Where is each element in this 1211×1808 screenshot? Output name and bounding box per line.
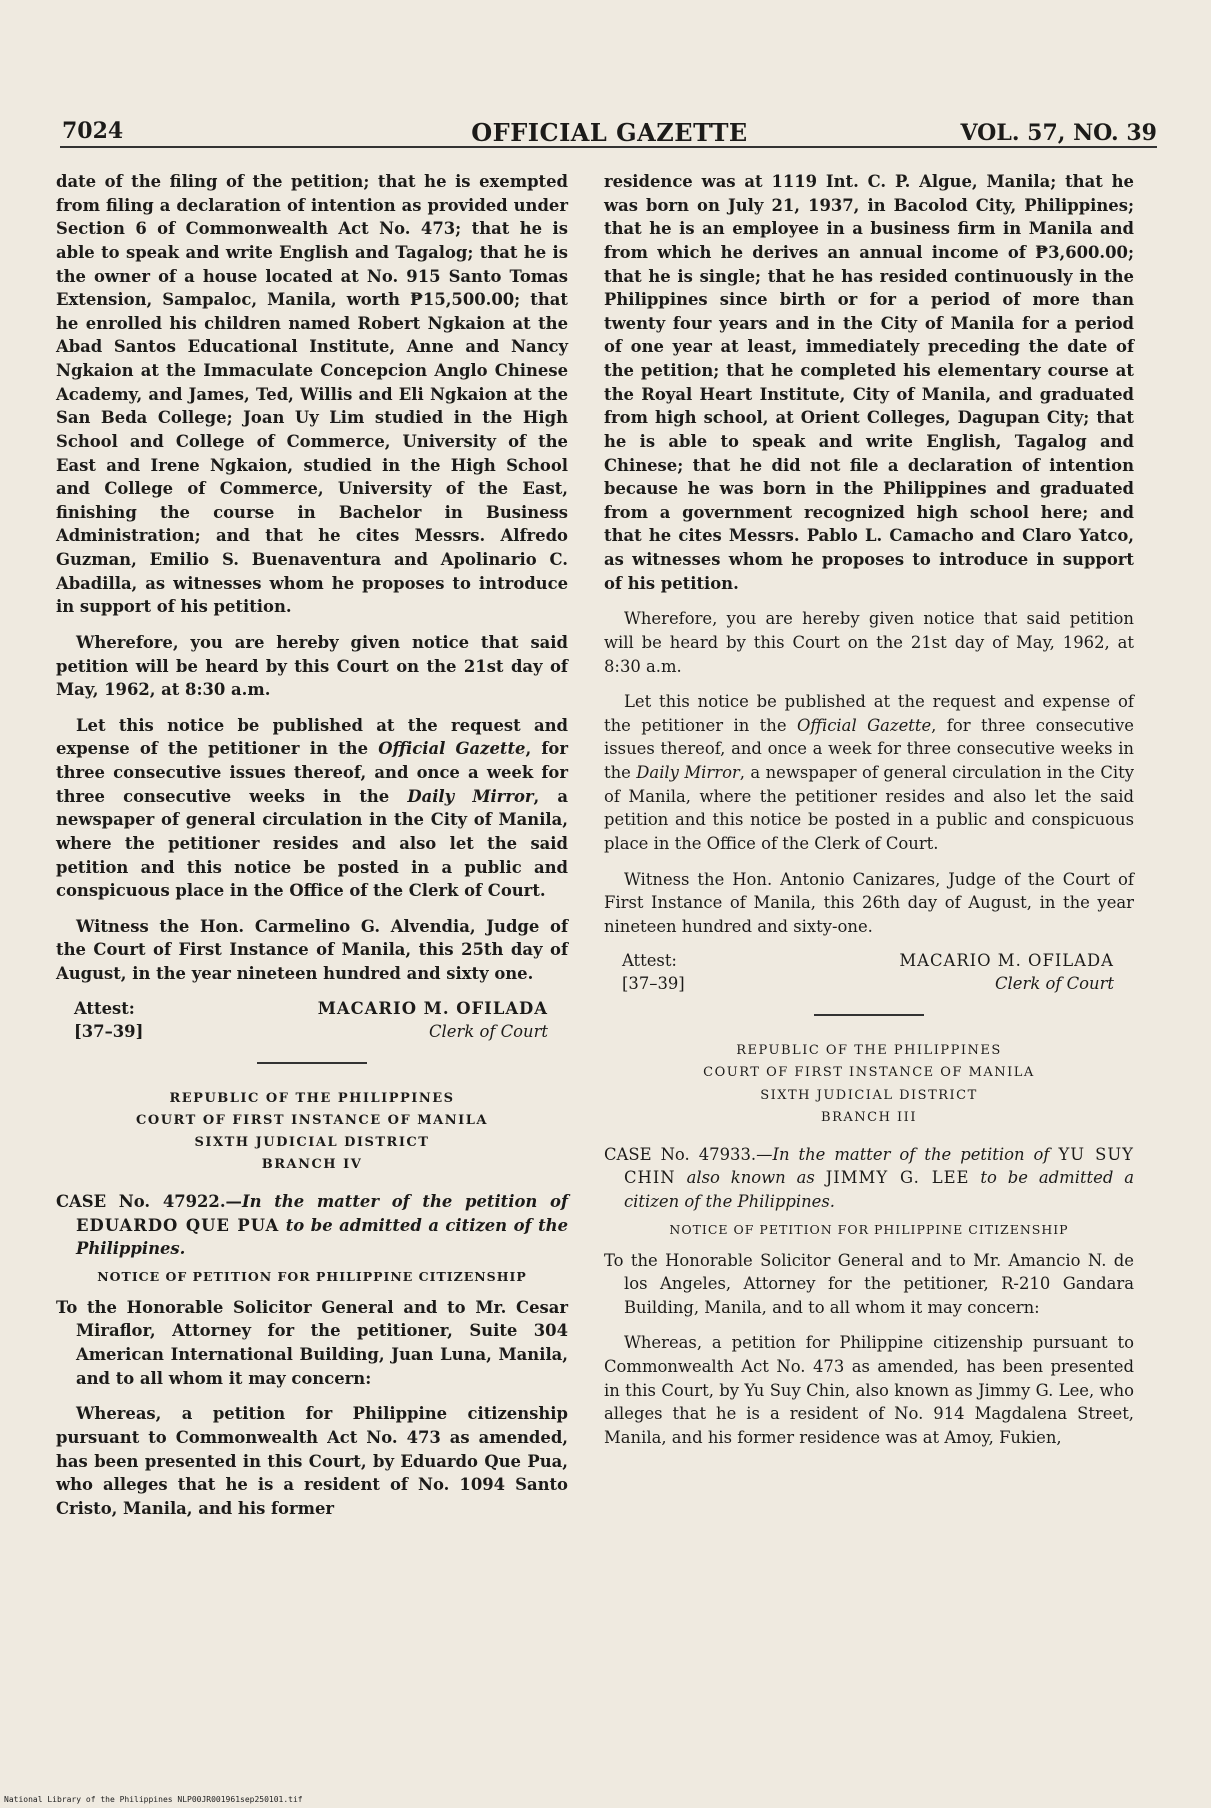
attest-ref: [37–39] xyxy=(74,1021,144,1041)
paragraph: Witness the Hon. Carmelino G. Alvendia, Judge of the Court of First Instance of Manila, this 25th day of August, in the year nineteen hundred and sixty one. xyxy=(56,916,568,983)
clerk-name: MACARIO M. OFILADA xyxy=(317,998,548,1018)
section-divider xyxy=(814,1014,924,1016)
volume-issue: VOL. 57, NO. 39 xyxy=(960,120,1157,146)
paragraph: Whereas, a petition for Philippine citizenship pursuant to Commonwealth Act No. 473 as amended, has been presented in this Court, by Yu Suy Chin, also known as Jimmy G. Lee, who alleges that he is a resident of No. 914 Magdalena Street, Manila, and his former residence was at Amoy, Fukien, xyxy=(604,1333,1134,1447)
clerk-name: MACARIO M. OFILADA xyxy=(899,951,1114,971)
attestation xyxy=(56,998,568,1044)
paragraph: residence was at 1119 Int. C. P. Algue, Manila; that he was born on July 21, 1937, in Bacolod City, Philippines; that he is an employee in a business firm in Manila and from which he derives an annual income of ₱3,600.00; that he is single; that he has resided continuously in the Philippines since birth or for a period of more than twenty four years and in the City of Manila for a period of one year at least, immediately preceding the date of the petition; that he completed his elementary course at the Royal Heart Institute, City of Manila, and graduated from high school, at Orient Colleges, Dagupan City; that he is able to speak and write English, Tagalog and Chinese; that he did not file a declaration of intention because he was born in the Philippines and graduated from a government recognized high school here; and that he cites Messrs. Pablo L. Camacho and Claro Yatco, as witnesses whom he proposes to introduce in support of his petition. xyxy=(604,172,1134,593)
case-number: CASE No. 47922.— xyxy=(56,1191,242,1211)
attest-ref: [37–39] xyxy=(622,974,685,994)
caption-line: SIXTH JUDICIAL DISTRICT xyxy=(194,1134,430,1150)
text-run: to be admitted a citizen of the Philippines. xyxy=(76,1215,568,1259)
paragraph xyxy=(56,714,568,903)
paragraph: Wherefore, you are hereby given notice that said petition will be heard by this Court on the 21st day of May, 1962, at 8:30 a.m. xyxy=(604,609,1134,676)
paragraph xyxy=(604,690,1134,855)
text-run: , for three consecutive issues thereof, and once a week for three consecutive weeks in the xyxy=(56,739,568,806)
addressee: To the Honorable Solicitor General and to Mr. Amancio N. de los Angeles, Attorney for the petitioner, R-210 Gandara Building, Manila, and to all whom it may concern: xyxy=(604,1250,1134,1317)
caption-line: COURT OF FIRST INSTANCE OF MANILA xyxy=(703,1065,1035,1081)
petitioner-name: EDUARDO QUE PUA xyxy=(76,1215,280,1235)
text-run: , a newspaper of general circulation in the City of Manila, where the petitioner resides and also let the said petition and this notice be posted in a public and conspicuous place in the Office of the Clerk of Court. xyxy=(604,763,1134,853)
text-run: Let this notice be published at the request and expense of the petitioner in the xyxy=(56,715,568,759)
publication-name: Official Gazette xyxy=(378,739,526,759)
header-rule xyxy=(60,146,1157,148)
case-number: CASE No. 47933.— xyxy=(604,1144,773,1164)
text-run: , a newspaper of general circulation in the City of Manila, where the petitioner resides and also let the said petition and this notice be posted in a public and conspicuous place in the Office of the Clerk of Court. xyxy=(56,786,568,901)
caption-line: BRANCH IV xyxy=(261,1156,363,1172)
text-run: In the matter of the petition of xyxy=(772,1144,1059,1164)
right-column xyxy=(604,170,1134,1462)
text-run: Let this notice be published at the request and expense of the petitioner in the xyxy=(604,692,1134,735)
clerk-title: Clerk of Court xyxy=(995,974,1114,994)
page-header xyxy=(62,112,1157,162)
text-run: , for three consecutive issues thereof, and once a week for three consecutive weeks in the xyxy=(604,715,1135,782)
addressee: To the Honorable Solicitor General and to Mr. Cesar Miraflor, Attorney for the petitioner, Suite 304 American International Building, Juan Luna, Manila, and to all whom it may concern: xyxy=(56,1297,568,1388)
court-caption xyxy=(604,1040,1134,1128)
attest-label: Attest: xyxy=(74,998,135,1018)
publication-name: Daily Mirror xyxy=(407,786,534,806)
petitioner-name: YU SUY CHIN xyxy=(624,1144,1134,1188)
caption-line: REPUBLIC OF THE PHILIPPINES xyxy=(736,1043,1002,1059)
text-run: also known as xyxy=(675,1168,826,1188)
attestation xyxy=(604,950,1134,996)
text-run: to be admitted a citizen of the Philippines. xyxy=(624,1168,1134,1211)
section-divider xyxy=(257,1062,367,1064)
text-run: In the matter of the petition of xyxy=(241,1191,568,1211)
page-number: 7024 xyxy=(62,118,124,144)
notice-heading: NOTICE OF PETITION FOR PHILIPPINE CITIZENSHIP xyxy=(669,1221,1069,1237)
case-title xyxy=(56,1190,568,1261)
clerk-title: Clerk of Court xyxy=(429,1021,548,1041)
attest-label: Attest: xyxy=(622,951,677,971)
publication-name: Daily Mirror xyxy=(636,763,740,782)
notice-heading: NOTICE OF PETITION FOR PHILIPPINE CITIZENSHIP xyxy=(97,1268,527,1284)
petitioner-alias: JIMMY G. LEE xyxy=(825,1168,970,1188)
caption-line: SIXTH JUDICIAL DISTRICT xyxy=(760,1087,978,1103)
left-column xyxy=(56,170,568,1532)
publication-name: Official Gazette xyxy=(796,715,932,735)
paragraph: date of the filing of the petition; that he is exempted from filing a declaration of intention as provided under Section 6 of Commonwealth Act No. 473; that he is able to speak and write English and Tagalog; that he is the owner of a house located at No. 915 Santo Tomas Extension, Sampaloc, Manila, worth ₱15,500.00; that he enrolled his children named Robert Ngkaion at the Abad Santos Educational Institute, Anne and Nancy Ngkaion at the Immaculate Concepcion Anglo Chinese Academy, and James, Ted, Willis and Eli Ngkaion at the San Beda College; Joan Uy Lim studied in the High School and College of Commerce, University of the East and Irene Ngkaion, studied in the High School and College of Commerce, University of the East, finishing the course in Bachelor in Business Administration; and that he cites Messrs. Alfredo Guzman, Emilio S. Buenaventura and Apolinario C. Abadilla, as witnesses whom he proposes to introduce in support of his petition. xyxy=(56,172,568,617)
caption-line: BRANCH III xyxy=(821,1109,917,1125)
caption-line: COURT OF FIRST INSTANCE OF MANILA xyxy=(136,1112,488,1128)
scan-footer: National Library of the Philippines NLP00JR001961sep250101.tif xyxy=(4,1795,303,1804)
paragraph: Wherefore, you are hereby given notice that said petition will be heard by this Court on the 21st day of May, 1962, at 8:30 a.m. xyxy=(56,632,568,700)
paragraph: Whereas, a petition for Philippine citizenship pursuant to Commonwealth Act No. 473 as amended, has been presented in this Court, by Eduardo Que Pua, who alleges that he is a resident of No. 1094 Santo Cristo, Manila, and his former xyxy=(56,1404,568,1518)
paragraph: Witness the Hon. Antonio Canizares, Judge of the Court of First Instance of Manila, this 26th day of August, in the year nineteen hundred and sixty-one. xyxy=(604,869,1134,936)
publication-title: OFFICIAL GAZETTE xyxy=(471,118,748,147)
case-title xyxy=(604,1143,1134,1214)
caption-line: REPUBLIC OF THE PHILIPPINES xyxy=(169,1090,455,1106)
court-caption xyxy=(56,1088,568,1176)
